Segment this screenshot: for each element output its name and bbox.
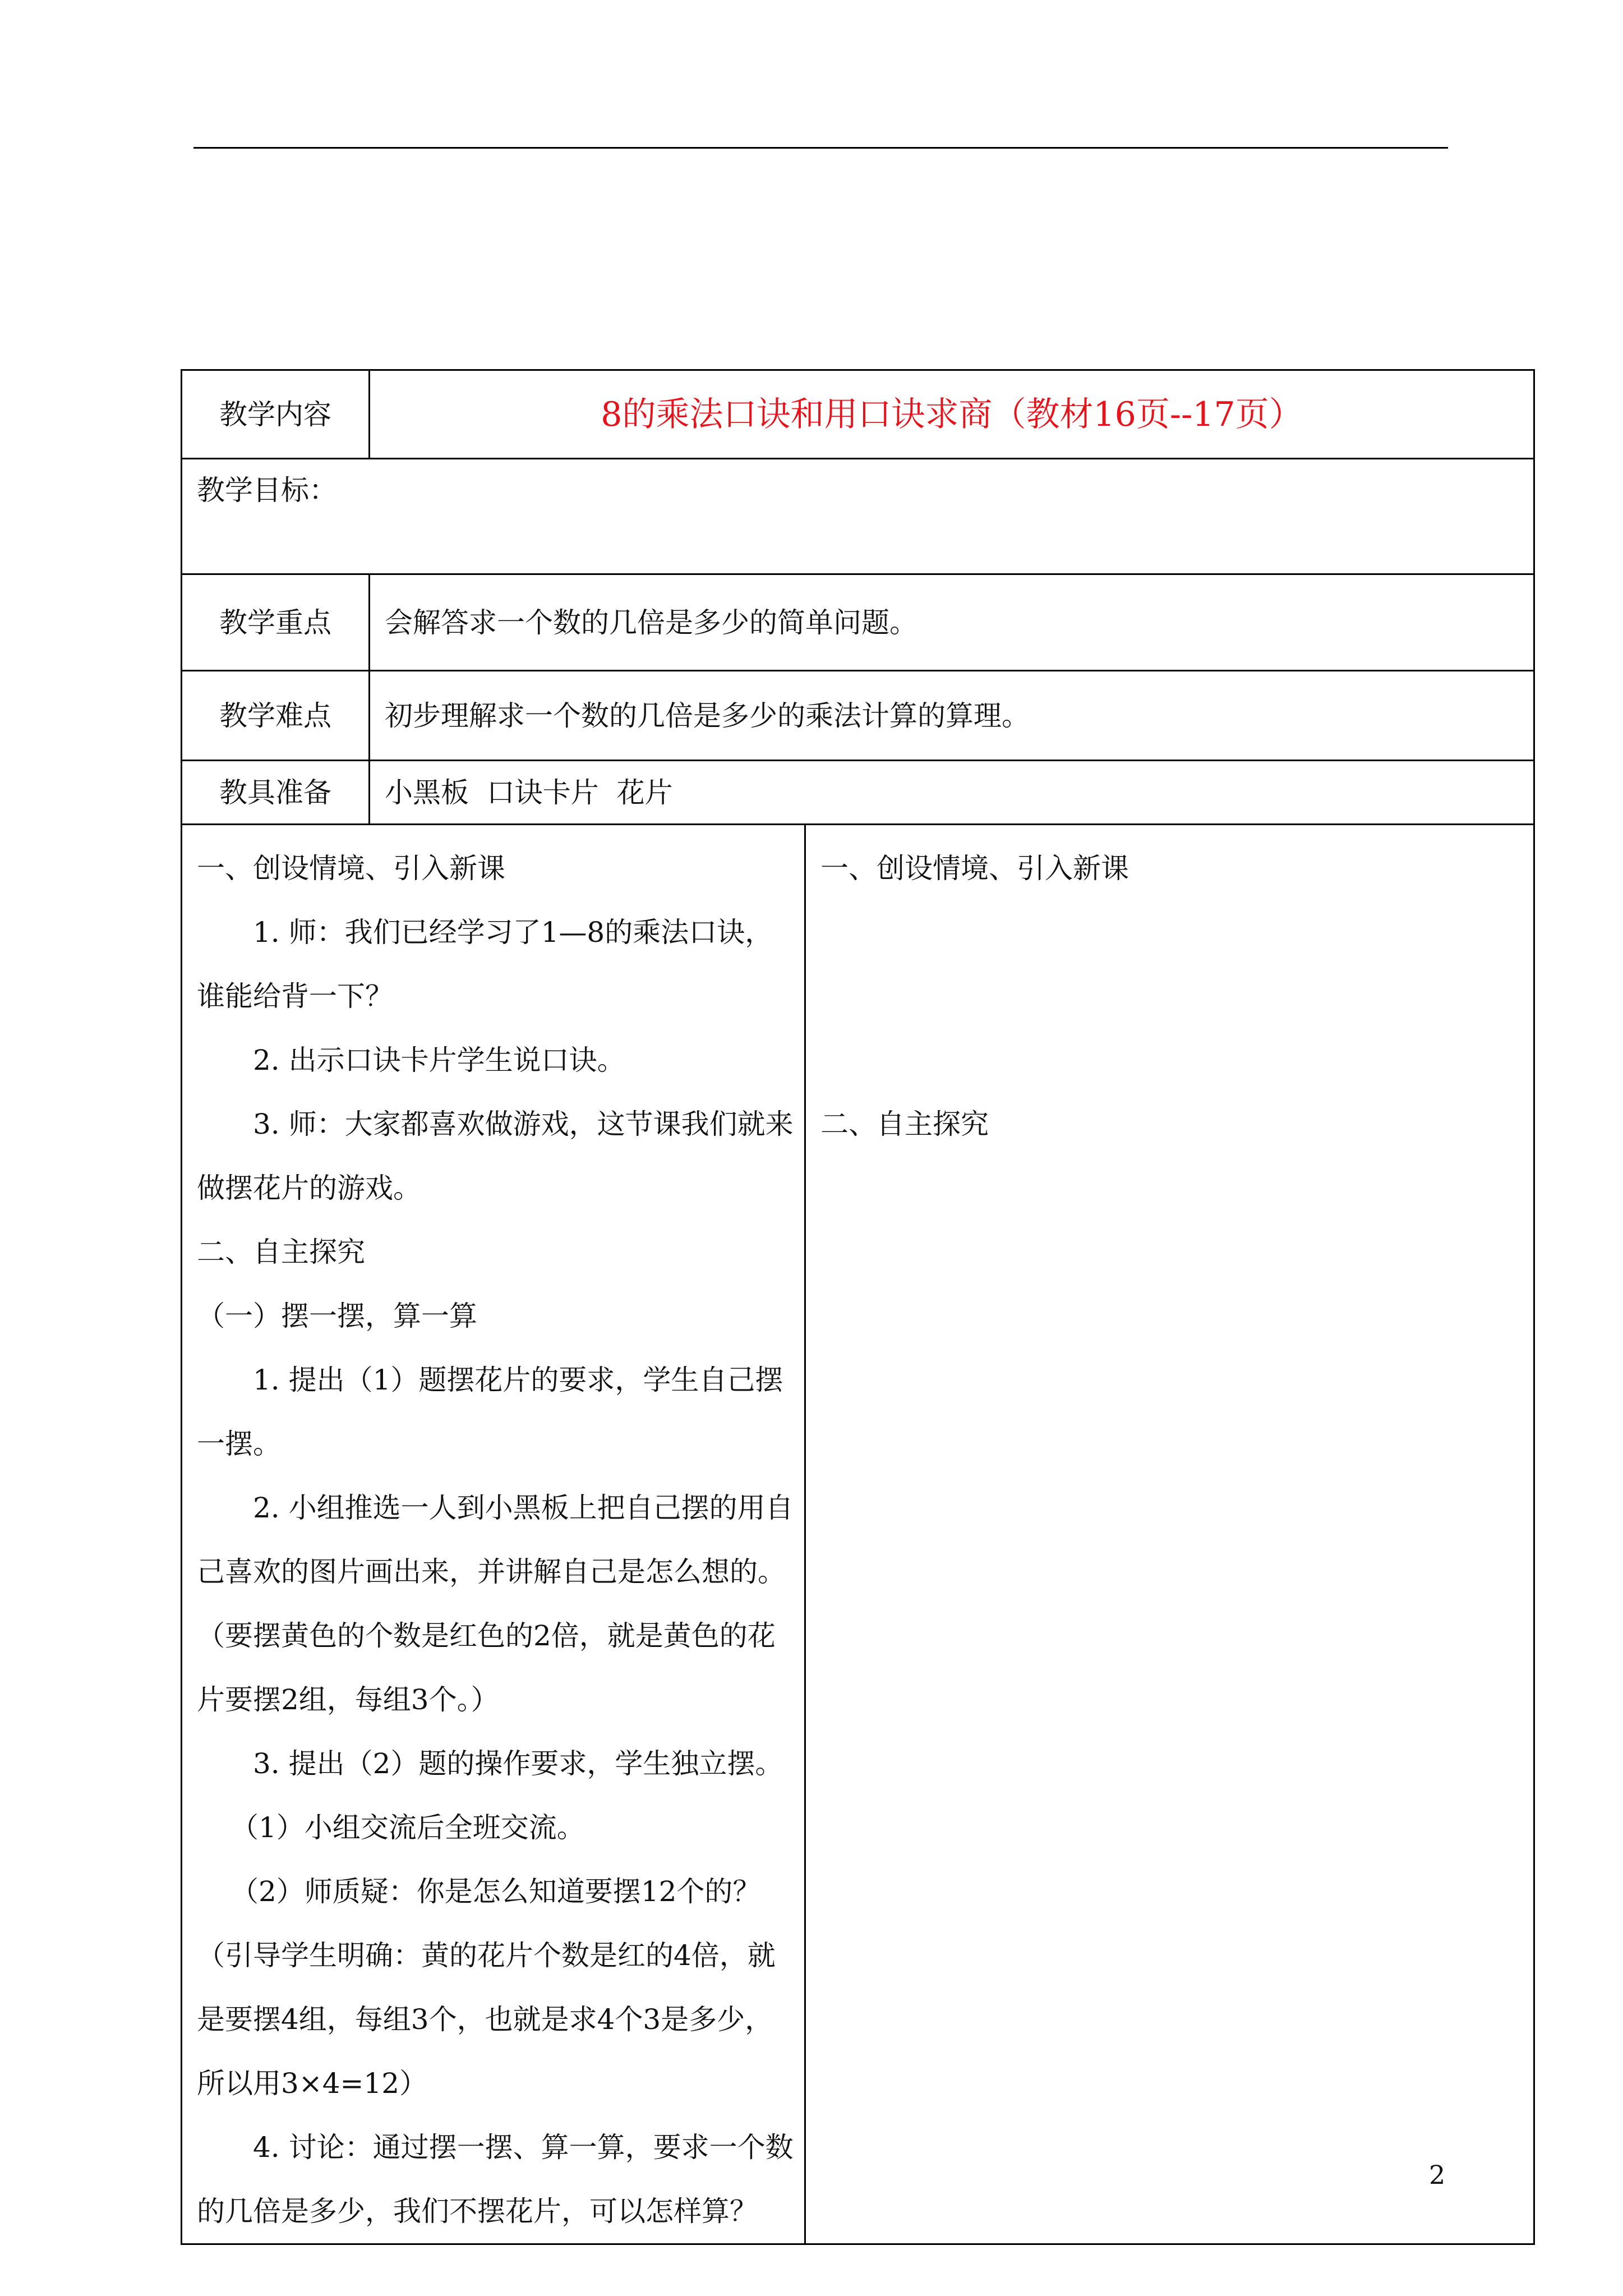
step-paragraph: 2. 出示口诀卡片学生说口诀。	[253, 1044, 625, 1076]
right-heading-2: 二、自主探究	[820, 1108, 989, 1140]
difficulty-row	[182, 671, 1534, 761]
key-row	[182, 574, 1534, 671]
right-heading-1: 一、创设情境、引入新课	[820, 852, 1129, 885]
tools-value: 小黑板 口诀卡片 花片	[370, 761, 1534, 825]
difficulty-label: 教学难点	[182, 671, 370, 761]
step-paragraph: （1）小组交流后全班交流。	[230, 1811, 585, 1844]
process-right-column	[805, 825, 1534, 2244]
process-left-column	[182, 825, 805, 2244]
tools-row	[182, 761, 1534, 825]
goals-row	[182, 459, 1534, 574]
sub-heading: （一）摆一摆，算一算	[197, 1300, 477, 1332]
header-rule	[193, 147, 1448, 149]
lesson-plan-table	[181, 369, 1535, 2245]
section-heading-1: 一、创设情境、引入新课	[197, 852, 505, 885]
content-label: 教学内容	[182, 370, 370, 459]
goals-label: 教学目标：	[182, 459, 1534, 574]
step-paragraph: 2. 小组推选一人到小黑板上把自己摆的用自己喜欢的图片画出来，并讲解自己是怎么想的。（要摆黄色的个数是红色的2倍，就是黄色的花片要摆2组，每组3个。）	[197, 1492, 794, 1716]
step-paragraph: 3. 师：大家都喜欢做游戏，这节课我们就来做摆花片的游戏。	[197, 1108, 794, 1204]
key-value: 会解答求一个数的几倍是多少的简单问题。	[370, 574, 1534, 671]
step-paragraph: 3. 提出（2）题的操作要求，学生独立摆。	[253, 1747, 783, 1780]
content-row	[182, 370, 1534, 459]
page-number: 2	[1429, 2160, 1446, 2190]
section-heading-2: 二、自主探究	[197, 1236, 365, 1268]
step-paragraph: 1. 师：我们已经学习了1—8的乘法口诀，谁能给背一下？	[197, 916, 773, 1013]
tools-label: 教具准备	[182, 761, 370, 825]
step-paragraph: 4. 讨论：通过摆一摆、算一算，要求一个数的几倍是多少，我们不摆花片，可以怎样算？	[197, 2131, 794, 2228]
process-row	[182, 825, 1534, 2244]
step-paragraph: 1. 提出（1）题摆花片的要求，学生自己摆一摆。	[197, 1364, 783, 1460]
key-label: 教学重点	[182, 574, 370, 671]
lesson-title: 8的乘法口诀和用口诀求商（教材16页--17页）	[370, 370, 1534, 459]
step-paragraph: （2）师质疑：你是怎么知道要摆12个的？（引导学生明确：黄的花片个数是红的4倍，就是要摆4组，每组3个，也就是求4个3是多少，所以用3×4=12）	[197, 1875, 776, 2100]
difficulty-value: 初步理解求一个数的几倍是多少的乘法计算的算理。	[370, 671, 1534, 761]
